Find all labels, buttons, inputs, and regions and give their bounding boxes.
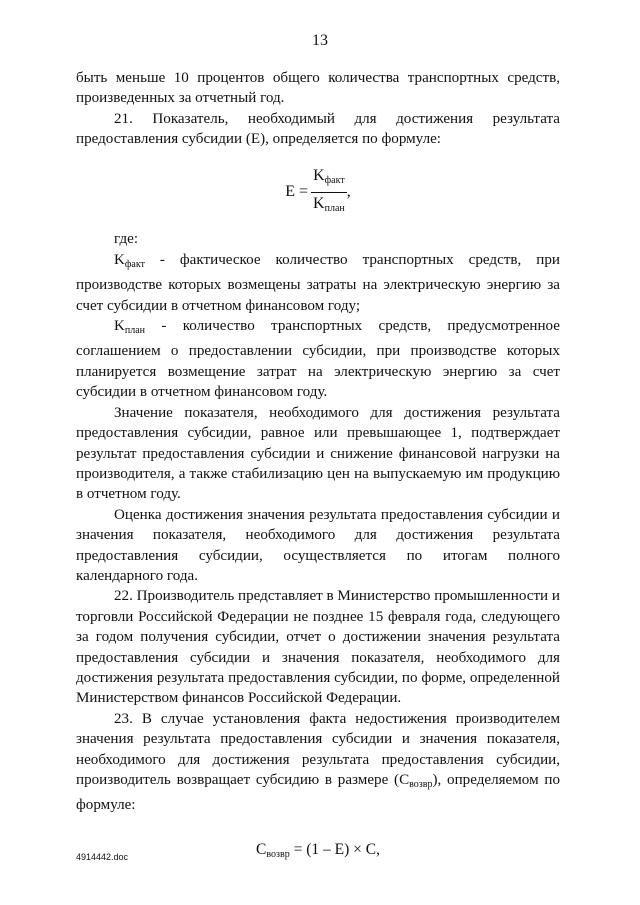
numerator-subscript: факт	[324, 174, 345, 186]
paragraph-assessment: Оценка достижения значения результата предоставления субсидии и значения показателя, необходимого для достижения результата предоставления субсидии, осуществляется по итогам полного календарного года.	[76, 506, 560, 584]
formula-e-numerator	[311, 166, 347, 193]
kplan-subscript: план	[124, 325, 146, 337]
paragraph-continuation: быть меньше 10 процентов общего количества транспортных средств, произведенных за отчетный год.	[76, 70, 560, 107]
formula-e-fraction	[311, 166, 347, 220]
kfact-symbol: K	[114, 251, 125, 268]
denominator-subscript: план	[324, 203, 345, 215]
kfact-text: - фактическое количество транспортных средств, при производстве которых возмещены затраты на электрическую энергию за счет субсидии в отчетном финансовом году;	[76, 251, 560, 314]
where-label: где:	[114, 231, 139, 248]
document-id: 4914442.doc	[76, 852, 129, 862]
page-number: 13	[312, 32, 328, 49]
kplan-text: - количество транспортных средств, предусмотренное соглашением о предоставлении субсидии, при производстве которых планируется возмещение затрат на электрическую энергию за счет субсидии в отчетном финансовом году.	[76, 318, 560, 401]
paragraph-23	[76, 709, 560, 816]
paragraph-21: 21. Показатель, необходимый для достижения результата предоставления субсидии (E), определяется по формуле:	[76, 110, 560, 148]
kplan-symbol: K	[114, 318, 125, 335]
paragraph-23-subscript: возвр	[409, 779, 433, 790]
formula-c-rhs: = (1 – E) × C,	[289, 840, 380, 858]
formula-c-symbol: C	[256, 840, 267, 858]
formula-e-lhs: E =	[285, 183, 309, 201]
numerator-symbol: K	[313, 166, 325, 184]
formula-c	[76, 840, 560, 865]
definition-kplan	[76, 316, 560, 403]
formula-e	[76, 166, 560, 220]
definition-kfact	[76, 250, 560, 316]
kfact-subscript: факт	[124, 258, 145, 270]
formula-e-denominator	[311, 193, 347, 219]
document-body	[76, 68, 560, 865]
formula-c-subscript: возвр	[266, 848, 290, 860]
paragraph-23-text: 23. В случае установления факта недостижения производителем значения результата предоставления субсидии и значения показателя, необходимого для достижения результата предоставления субсидии, производитель возвращает субсидию в размере (C	[76, 710, 560, 788]
paragraph-value: Значение показателя, необходимого для достижения результата предоставления субсидии, равное или превышающее 1, подтверждает результат предоставления субсидии и снижение финансовой нагрузки на производителя, а также стабилизацию цен на выпускаемую им продукцию в отчетном году.	[76, 404, 560, 503]
paragraph-23-tail: ), определяемом по формуле:	[76, 772, 560, 814]
denominator-symbol: K	[313, 195, 325, 213]
formula-e-tail: ,	[346, 183, 351, 201]
paragraph-22: 22. Производитель представляет в Министерство промышленности и торговли Российской Федерации не позднее 15 февраля года, следующего за годом получения субсидии, отчет о достижении значения результата предоставления субсидии и значения показателя, необходимого для достижения результата предоставления субсидии, по форме, определенной Министерством финансов Российской Федерации.	[76, 588, 560, 707]
